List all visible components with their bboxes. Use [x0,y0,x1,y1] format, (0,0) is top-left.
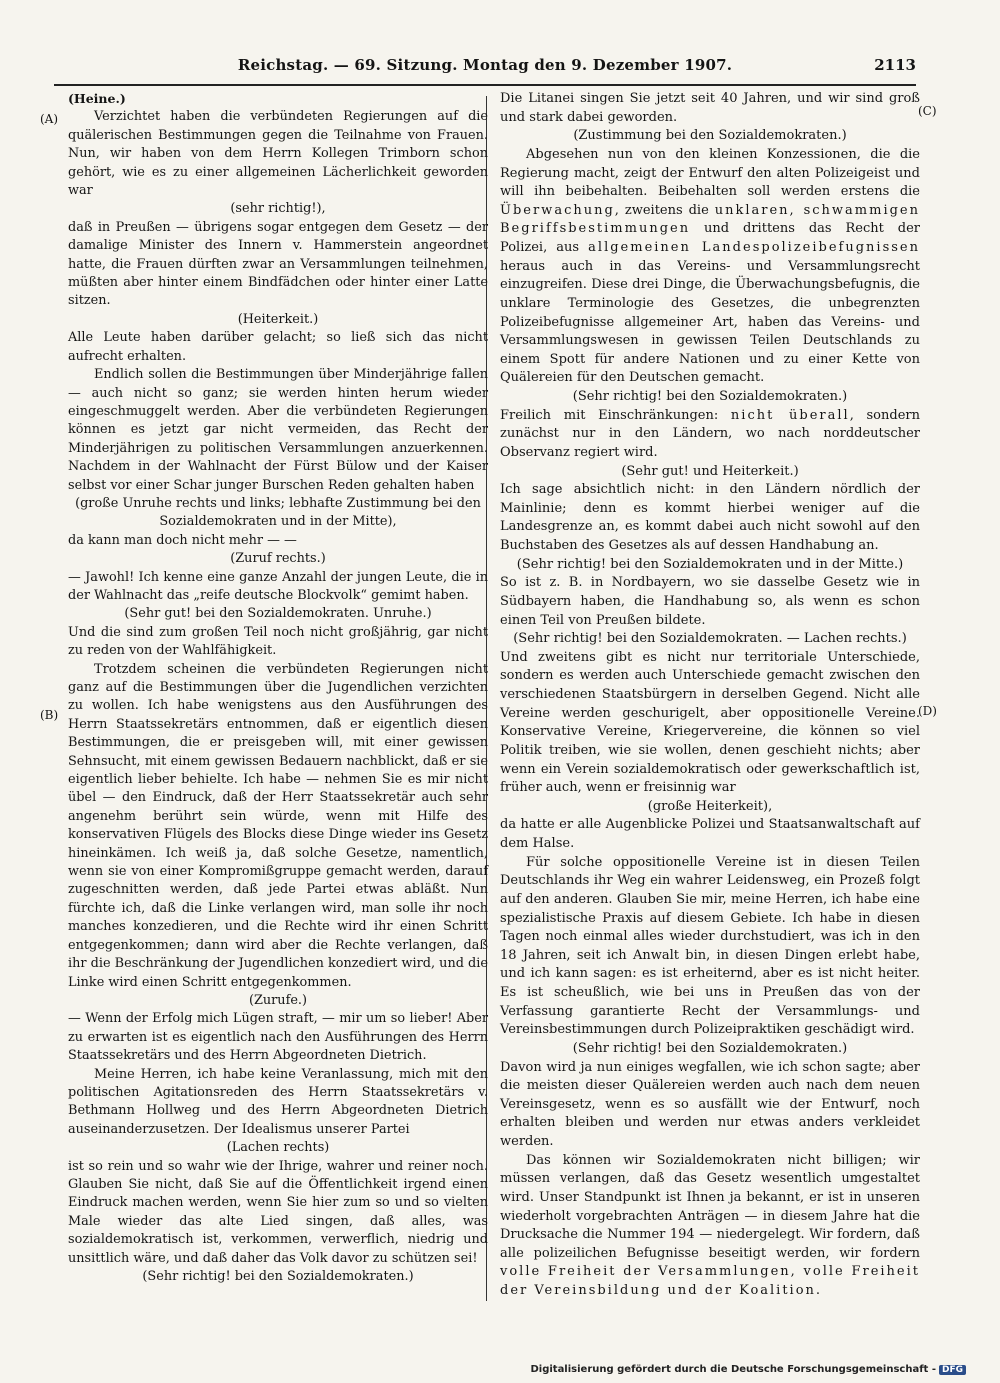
paragraph: Für solche oppositionelle Vereine ist in diesen Teilen Deutschlands ihr Weg ein wahrer Leidensweg, ein Prozeß folgt auf den anderen. Glauben Sie mir, meine Herren, ich habe eine spezialistische Praxis auf diesem Gebiete. Ich habe in diesen Tagen noch einmal alles wieder durchstudiert, was ich in den 18 Jahren, seit ich Anwalt bin, in diesen Dingen erlebt habe, und ich kann sagen: es ist erheiternd, aber es ist nicht heiter. Es ist scheußlich, wie bei uns in Preußen das von der Verfassung garantierte Recht der Versammlungs- und Vereinsbestimmungen durch Polizeipraktiken geschädigt wird. [500,854,920,1038]
interjection: (Zurufe.) [248,992,308,1008]
spaced-emphasis: allgemeinen Landespolizeibefugnissen [588,240,920,255]
spaced-emphasis: Überwachung [500,202,615,218]
paragraph: da kann man doch nicht mehr — — [68,532,297,548]
text-run: , zweitens die [614,202,709,218]
text-run: Das können wir Sozialdemokraten nicht billigen; wir müssen verlangen, daß das Gesetz wesentlich umgestaltet wird. Unser Standpunkt ist Ihnen ja bekannt, er ist in unseren wiederholt vorgebrachten Anträgen — in diesem Jahre hat die Drucksache die Nummer 194 — niedergelegt. Wir fordern, daß alle polizeilichen Befugnisse beseitigt werden, wir fordern [500,1152,920,1261]
paragraph: Die Litanei singen Sie jetzt seit 40 Jahren, und wir sind groß und stark dabei geworden. [500,91,920,125]
interjection: (Zuruf rechts.) [230,551,326,567]
paragraph: Meine Herren, ich habe keine Veranlassung, mich mit den politischen Agitationsreden des Herrn Staatssekretärs v. Bethmann Hollweg und des Herrn Abgeordneten Dietrich auseinanderzusetzen. Der Idealismus unserer Partei [68,1066,488,1137]
paragraph: Davon wird ja nun einiges wegfallen, wie ich schon sagte; aber die meisten dieser Quälereien werden auch nach dem neuen Vereinsgesetz, wenn es so ausfällt wie der Entwurf, noch erhalten bleiben und werden nur etwas anders verkleidet werden. [500,1059,920,1149]
paragraph: Verzichtet haben die verbündeten Regierungen auf die quälerischen Bestimmungen gegen die Teilnahme von Frauen. Nun, wir haben von dem Herrn Kollegen Trimborn schon gehört, wie es zu einer allgemeinen Lächerlichkeit geworden war [68,109,488,199]
interjection: (sehr richtig!), [230,201,326,217]
paragraph: daß in Preußen — übrigens sogar entgegen dem Gesetz — der damalige Minister des Innern v. Hammerstein angeordnet hatte, die Frauen dürften zwar an Versammlungen teilnehmen, müßten aber hinter einem Bindfädchen oder hinter einer Latte sitzen. [68,219,488,309]
speaker-label: (Heine.) [68,91,126,106]
interjection: (große Heiterkeit), [647,798,773,814]
paragraph: Und zweitens gibt es nicht nur territoriale Unterschiede, sondern es werden auch Unterschiede gemacht zwischen den verschiedenen Staatsbürgern in derselben Gegend. Nicht alle Vereine werden geschurigelt, aber oppositionelle Vereine. Konservative Vereine, Kriegervereine, die können so viel Politik treiben, wie sie wollen, denen geschieht nichts; aber wenn ein Verein sozialdemokratisch oder gewerkschaftlich ist, früher auch, wenn er freisinnig war [500,649,920,796]
right-column [500,90,920,1301]
text-run: Freilich mit Einschränkungen: [500,407,719,423]
interjection: (Sehr richtig! bei den Sozialdemokraten und in der Mitte.) [516,556,904,572]
paragraph: Ich sage absichtlich nicht: in den Ländern nördlich der Mainlinie; denn es kommt hierbei weniger auf die Landesgrenze an, es kommt dabei auch nicht sowohl auf den Buchstaben des Gesetzes als auf dessen Handhabung an. [500,482,920,553]
interjection: (Sehr gut! bei den Sozialdemokraten. Unruhe.) [124,606,432,622]
text-run: , sondern zunächst nur in den Ländern, wo nach norddeutscher Observanz regiert wird. [500,407,920,460]
dfg-logo: DFG [939,1365,966,1375]
margin-mark-c: (C) [918,104,937,118]
paragraph: da hatte er alle Augenblicke Polizei und Staatsanwaltschaft auf dem Halse. [500,817,920,851]
paragraph: So ist z. B. in Nordbayern, wo sie dasselbe Gesetz wie in Südbayern haben, die Handhabung so, als wenn es schon einen Teil von Preußen bildete. [500,575,920,628]
paragraph: Und die sind zum großen Teil noch nicht großjährig, gar nicht zu reden von der Wahlfähigkeit. [68,624,488,659]
spaced-emphasis: unklaren, schwammigen Begriffsbestimmungen [500,202,920,237]
interjection: (große Unruhe rechts und links; lebhafte Zustimmung bei den Sozialdemokraten und in der Mitte), [75,495,481,530]
interjection: (Sehr richtig! bei den Sozialdemokraten.) [572,1040,848,1056]
paragraph: ist so rein und so wahr wie der Ihrige, wahrer und reiner noch. Glauben Sie nicht, daß Sie auf die Öffentlichkeit irgend einen Eindruck machen werden, wenn Sie hier zum so und so vielten Male wieder das alte Lied singen, daß alles, was sozialdemokratisch ist, verkommen, verwerflich, niedrig und unsittlich wäre, und daß daher das Volk davor zu schützen sei! [68,1158,488,1266]
running-title: Reichstag. — 69. Sitzung. Montag den 9. Dezember 1907. [237,56,733,74]
page-header [54,56,916,86]
margin-mark-a: (A) [40,112,59,126]
paragraph [500,1152,920,1301]
interjection: (Sehr richtig! bei den Sozialdemokraten.) [142,1269,414,1284]
text-run: heraus auch in das Vereins- und Versammlungsrecht einzugreifen. Diese drei Dinge, die Überwachungsbefugnis, die unklare Terminologie des Gesetzes, die unbegrenzten Polizeibefugnisse allgemeiner Art, haben das Vereins- und Versammlungswesen in gewissen Teilen Deutschlands zu einem Spott für andere Nationen und zu einer Kette von Quälereien für den Deutschen gemacht. [500,258,920,386]
interjection: (Zustimmung bei den Sozialdemokraten.) [573,128,847,144]
paragraph: — Jawohl! Ich kenne eine ganze Anzahl der jungen Leute, die in der Wahlnacht das „reife deutsche Blockvolk“ gemimt haben. [68,569,488,603]
paragraph [500,407,920,463]
interjection: (Sehr richtig! bei den Sozialdemokraten.) [572,389,848,404]
page-number: 2113 [874,56,916,74]
interjection: (Sehr gut! und Heiterkeit.) [621,463,799,479]
interjection: (Lachen rechts) [226,1140,330,1156]
text-run: Abgesehen nun von den kleinen Konzessionen, die die Regierung macht, zeigt der Entwurf den alten Polizeigeist und will ihn beibehalten. Beibehalten soll werden erstens die [500,146,920,200]
left-column [68,90,488,1286]
spaced-emphasis: volle Freiheit der Versammlungen, volle Freiheit der Vereinsbildung und der Koalition [500,1264,920,1298]
paragraph [500,146,920,388]
text-run: . [815,1283,821,1298]
paragraph: Endlich sollen die Bestimmungen über Minderjährige fallen — auch nicht so ganz; sie werden hinten herum wieder eingeschmuggelt werden. Aber die verbündeten Regierungen können es jetzt gar nicht vermeiden, das Recht der Minderjährigen zu politischen Versammlungen anzuerkennen. Nachdem in der Wahlnacht der Fürst Bülow und der Kaiser selbst vor einer Schar junger Burschen Reden gehalten haben [68,367,488,493]
interjection: (Heiterkeit.) [237,311,319,327]
interjection: (Sehr richtig! bei den Sozialdemokraten. — Lachen rechts.) [513,631,907,647]
margin-mark-b: (B) [40,708,59,722]
paragraph: Alle Leute haben darüber gelacht; so ließ sich das nicht aufrecht erhalten. [68,330,488,364]
paragraph: — Wenn der Erfolg mich Lügen straft, — mir um so lieber! Aber zu erwarten ist es eigentlich nach den Ausführungen des Herrn Staatssekretärs und des Herrn Abgeordneten Dietrich. [68,1011,488,1064]
text-run: und drittens das Recht der Polizei, aus [500,221,921,255]
paragraph: Trotzdem scheinen die verbündeten Regierungen nicht ganz auf die Bestimmungen über die Jugendlichen verzichten zu wollen. Ich habe wenigstens aus den Ausführungen des Herrn Staatssekretärs entnommen, daß er eigentlich diesen Bestimmungen, die er preisgeben will, mit einer gewissen Sehnsucht, mit einem gewissen Bedauern nachblickt, daß er sie eigentlich lieber behielte. Ich habe — nehmen Sie es mir nicht übel — den Eindruck, daß der Herr Staatssekretär auch sehr angenehm berührt sein würde, wenn mit Hilfe des konservativen Flügels des Blocks diese Dinge wieder ins Gesetz hineinkämen. Ich weiß ja, daß solche Gesetze, namentlich, wenn sie von einer Kompromißgruppe gemacht werden, darauf zugeschnitten werden, daß jede Partei etwas abläßt. Nun fürchte ich, daß die Linke verlangen wird, man solle ihr noch manches konzedieren, und die Rechte wird ihr einen Schritt entgegenkommen; dann wird aber die Rechte verlangen, daß ihr die Beschränkung der Jugendlichen konzediert wird, und die Linke wird einen Schritt entgegenkommen. [68,661,488,990]
footer-text: Digitalisierung gefördert durch die Deutsche Forschungsgemeinschaft - [530,1364,936,1375]
footer-credit [530,1364,966,1375]
margin-mark-d: (D) [918,704,937,718]
spaced-emphasis: nicht überall [730,407,850,423]
